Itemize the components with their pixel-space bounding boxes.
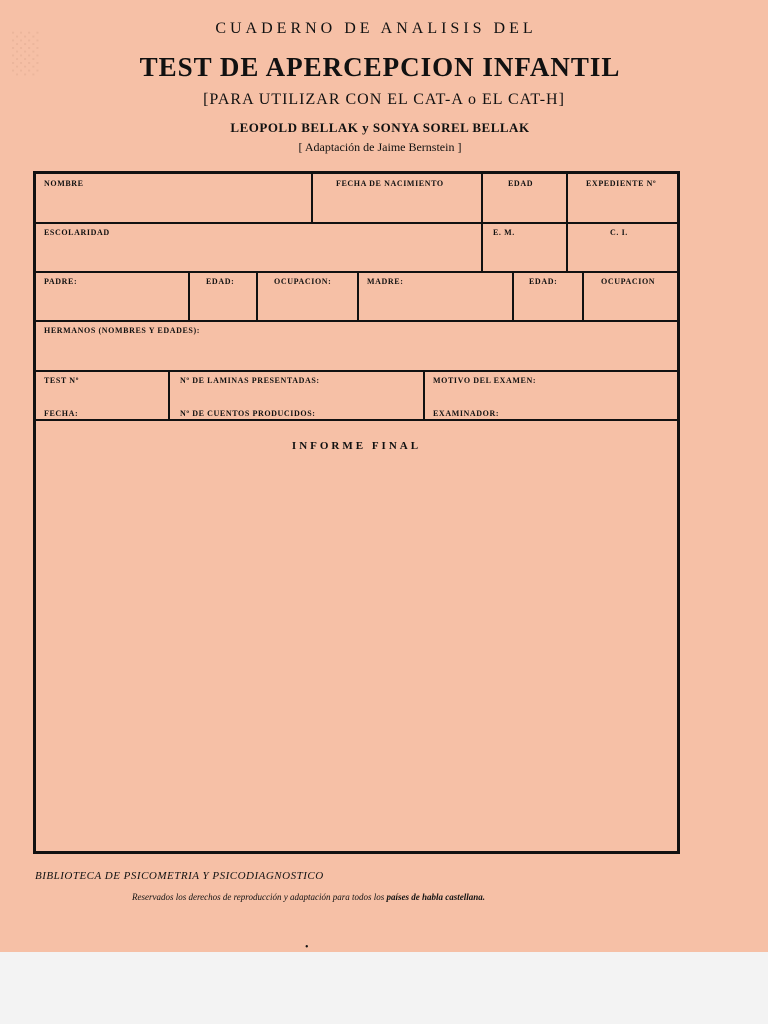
col-divider	[582, 271, 584, 320]
col-divider	[168, 370, 170, 419]
field-padre[interactable]: PADRE:	[44, 277, 78, 286]
field-test-no[interactable]: TEST Nº	[44, 376, 79, 385]
col-divider	[256, 271, 258, 320]
field-ocupacion-padre[interactable]: OCUPACION:	[274, 277, 332, 286]
adaptation-note: [ Adaptación de Jaime Bernstein ]	[298, 140, 462, 154]
col-divider	[566, 174, 568, 271]
field-cuentos[interactable]: Nº DE CUENTOS PRODUCIDOS:	[180, 409, 316, 418]
field-ci[interactable]: C. I.	[610, 228, 628, 237]
print-mark: •	[305, 942, 309, 953]
field-ocupacion-madre[interactable]: OCUPACION	[601, 277, 656, 286]
col-divider	[357, 271, 359, 320]
col-divider	[481, 174, 483, 222]
col-divider	[423, 370, 425, 419]
field-fecha-nacimiento[interactable]: FECHA DE NACIMIENTO	[336, 179, 444, 188]
row-divider	[36, 419, 677, 421]
rights-notice	[132, 892, 485, 902]
authors: LEOPOLD BELLAK y SONYA SOREL BELLAK	[230, 120, 530, 135]
field-nombre[interactable]: NOMBRE	[44, 179, 84, 188]
library-name: BIBLIOTECA DE PSICOMETRIA Y PSICODIAGNOSTICO	[35, 870, 324, 882]
field-edad[interactable]: EDAD	[508, 179, 534, 188]
field-madre[interactable]: MADRE:	[367, 277, 404, 286]
bleed-through-text: ░	[10, 29, 42, 74]
field-fecha[interactable]: FECHA:	[44, 409, 79, 418]
page-title: TEST DE APERCEPCION INFANTIL	[139, 52, 621, 82]
field-hermanos[interactable]: HERMANOS (NOMBRES Y EDADES):	[44, 326, 200, 335]
field-em[interactable]: E. M.	[493, 228, 515, 237]
field-expediente[interactable]: EXPEDIENTE Nº	[586, 179, 657, 188]
header-line1: CUADERNO DE ANALISIS DEL	[215, 20, 537, 37]
page-subtitle: [PARA UTILIZAR CON EL CAT-A o EL CAT-H]	[203, 91, 565, 108]
row-divider	[36, 320, 677, 322]
form-frame	[33, 171, 680, 854]
field-edad-madre[interactable]: EDAD:	[529, 277, 558, 286]
informe-final-heading: INFORME FINAL	[291, 440, 422, 452]
field-examinador[interactable]: EXAMINADOR:	[433, 409, 500, 418]
field-motivo[interactable]: MOTIVO DEL EXAMEN:	[433, 376, 537, 385]
rights-bold: países de habla castellana.	[386, 892, 485, 902]
field-laminas[interactable]: Nº DE LAMINAS PRESENTADAS:	[180, 376, 320, 385]
col-divider	[188, 271, 190, 320]
rights-prefix: Reservados los derechos de reproducción y adaptación para todos los	[132, 892, 387, 902]
col-divider	[311, 174, 313, 222]
col-divider	[481, 222, 483, 271]
row-divider	[36, 222, 677, 224]
row-divider	[36, 370, 677, 372]
col-divider	[512, 271, 514, 320]
field-edad-padre[interactable]: EDAD:	[206, 277, 235, 286]
field-escolaridad[interactable]: ESCOLARIDAD	[44, 228, 110, 237]
